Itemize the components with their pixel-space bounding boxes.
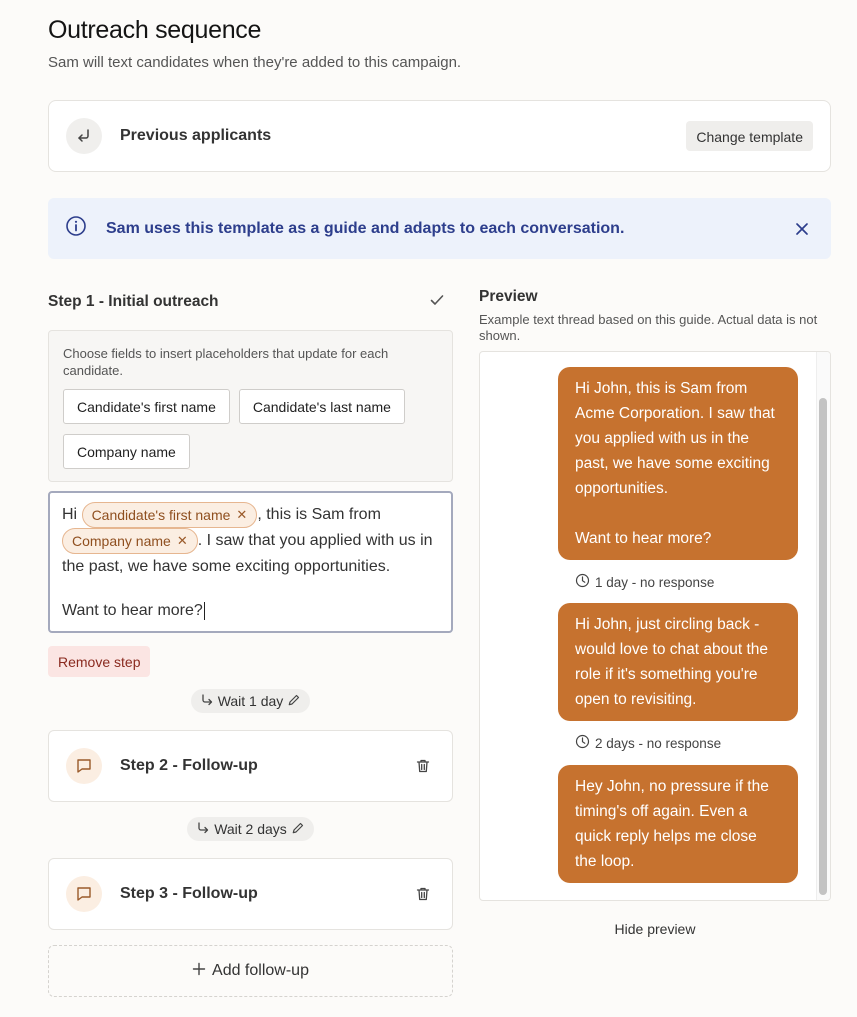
placeholder-token xyxy=(82,502,258,528)
step1-header xyxy=(48,284,453,320)
scrollbar-track[interactable] xyxy=(816,352,830,900)
pencil-icon[interactable] xyxy=(287,693,301,710)
plus-icon xyxy=(192,962,206,981)
return-arrow-icon xyxy=(200,693,214,710)
message-text: . I saw that you applied with us in the past, we have some exciting opportunities. xyxy=(62,532,433,576)
check-icon xyxy=(429,292,445,313)
return-arrow-icon xyxy=(196,821,210,838)
trash-icon[interactable] xyxy=(411,882,435,906)
insert-company-name-button[interactable]: Company name xyxy=(63,434,190,469)
status-line xyxy=(575,573,714,591)
scrollbar-thumb[interactable] xyxy=(819,398,827,895)
chat-bubble-icon xyxy=(66,748,102,784)
step-title: Step 3 - Follow-up xyxy=(120,885,258,902)
remove-step-button[interactable]: Remove step xyxy=(48,646,150,677)
wait-label: Wait 2 days xyxy=(214,821,287,837)
message-bubble xyxy=(558,603,798,721)
trash-icon[interactable] xyxy=(411,754,435,778)
message-bubble-text: Hi John, just circling back - would love to chat about the role if it's something you're open to revisiting. xyxy=(575,616,769,708)
status-text: 1 day - no response xyxy=(595,574,715,590)
fields-hint: Choose fields to insert placeholders that update for each candidate. xyxy=(63,346,389,378)
placeholder-token-label: Candidate's first name xyxy=(91,507,231,523)
info-banner xyxy=(48,198,831,259)
status-text: 2 days - no response xyxy=(595,735,722,751)
preview-column xyxy=(479,284,831,937)
insert-first-name-button[interactable]: Candidate's first name xyxy=(63,389,230,424)
message-bubble xyxy=(558,765,798,883)
chat-bubble-icon xyxy=(66,876,102,912)
steps-column xyxy=(48,284,453,997)
wait-pill[interactable] xyxy=(187,817,314,841)
wait-label: Wait 1 day xyxy=(217,693,284,709)
remove-token-icon[interactable]: ✕ xyxy=(176,533,188,549)
message-bubble xyxy=(558,367,798,560)
message-bubble-text: Hi John, this is Sam from Acme Corporation. I saw that you applied with us in the past, we have some exciting opportunities. xyxy=(575,380,775,497)
preview-title: Preview xyxy=(479,288,538,305)
hide-preview-button[interactable]: Hide preview xyxy=(614,921,696,937)
template-card xyxy=(48,100,831,172)
remove-token-icon[interactable]: ✕ xyxy=(236,507,248,522)
outreach-page xyxy=(48,14,831,979)
page-title: Outreach sequence xyxy=(48,16,262,44)
message-text: Want to hear more? xyxy=(62,602,203,620)
message-text: Hi xyxy=(62,506,82,524)
preview-thread[interactable] xyxy=(479,351,831,901)
message-editor[interactable] xyxy=(48,491,453,633)
step-card[interactable] xyxy=(48,858,453,930)
placeholder-token xyxy=(62,528,198,554)
message-text: , this is Sam from xyxy=(257,506,381,524)
preview-description: Example text thread based on this guide. Actual data is not shown. xyxy=(479,312,818,343)
close-icon[interactable] xyxy=(790,217,814,241)
insert-last-name-button[interactable]: Candidate's last name xyxy=(239,389,405,424)
page-subtitle: Sam will text candidates when they're added to this campaign. xyxy=(48,54,462,71)
pencil-icon[interactable] xyxy=(291,821,305,838)
change-template-button[interactable]: Change template xyxy=(686,121,813,151)
step-card[interactable] xyxy=(48,730,453,802)
message-bubble-text: Hey John, no pressure if the timing's off again. Even a quick reply helps me close the loop. xyxy=(575,778,769,870)
add-followup-label: Add follow-up xyxy=(212,962,309,979)
template-name: Previous applicants xyxy=(120,127,272,144)
message-bubble-text: Want to hear more? xyxy=(575,530,712,547)
info-icon xyxy=(65,215,87,242)
status-line xyxy=(575,734,721,752)
step-title: Step 2 - Follow-up xyxy=(120,757,258,774)
add-followup-button[interactable] xyxy=(48,945,453,997)
return-arrow-icon xyxy=(66,118,102,154)
placeholder-fields-panel xyxy=(48,330,453,482)
info-banner-text: Sam uses this template as a guide and adapts to each conversation. xyxy=(106,219,625,237)
placeholder-token-label: Company name xyxy=(72,533,171,550)
field-chip-row xyxy=(63,389,433,469)
text-caret xyxy=(204,602,205,620)
clock-icon xyxy=(575,734,590,752)
wait-pill[interactable] xyxy=(191,689,311,713)
clock-icon xyxy=(575,573,590,591)
step1-title: Step 1 - Initial outreach xyxy=(48,293,219,310)
